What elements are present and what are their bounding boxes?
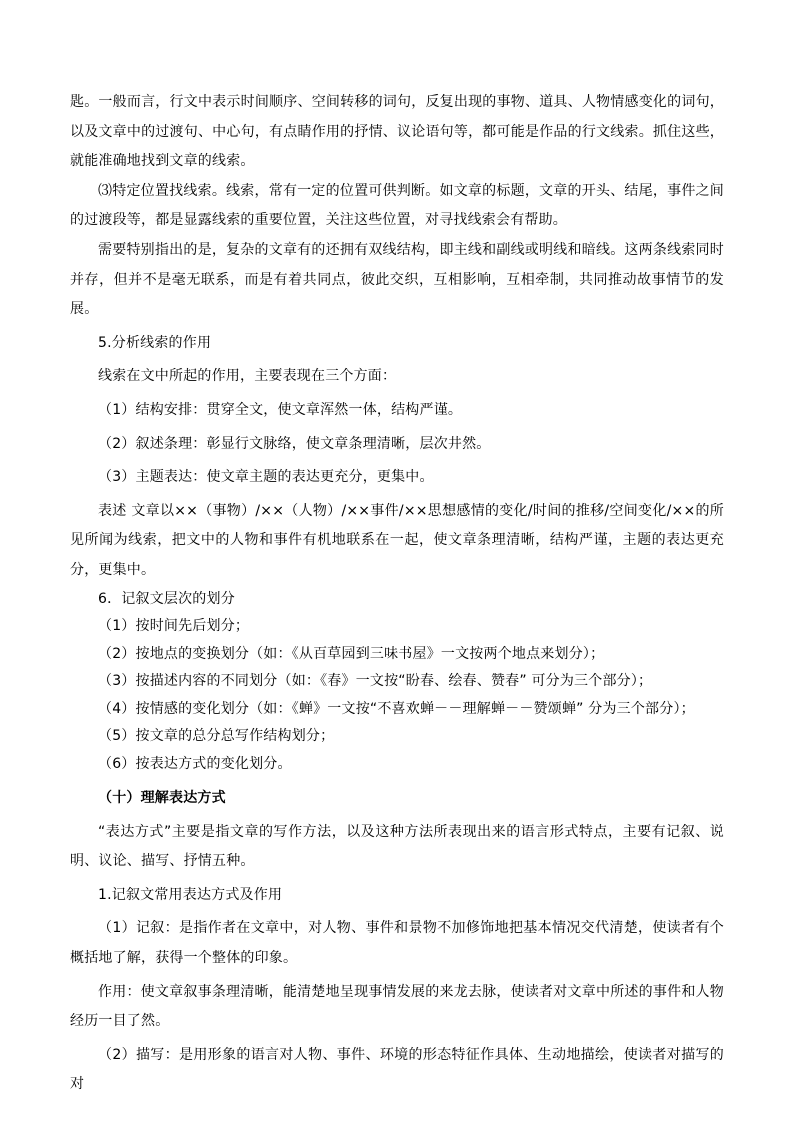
list-item-by-emotion: （4）按情感的变化划分（如：《蝉》一文按“不喜欢蝉－－理解蝉－－赞颂蝉” 分为三个部分）； <box>98 700 695 717</box>
list-item-narration: （2）叙述条理：彰显行文脉络，使文章条理清晰，层次井然。 <box>98 435 491 452</box>
section-heading-expression-methods: （十）理解表达方式 <box>98 790 226 806</box>
section-heading-narrative-methods: 1.记叙文常用表达方式及作用 <box>98 886 283 903</box>
list-item-by-time: （1）按时间先后划分； <box>98 618 250 634</box>
paragraph-clue-words: 匙。一般而言，行文中表示时间顺序、空间转移的词句，反复出现的事物、道具、人物情感变化的词句，以及文章中的过渡句、中心句，有点睛作用的抒情、议论语句等，都可能是作品的行文线索。抓住这些，就能准确地找到文章的线索。 <box>70 94 724 170</box>
paragraph-narration-definition: （1）记叙：是指作者在文章中，对人物、事件和景物不加修饰地把基本情况交代清楚，使读者有个概括地了解，获得一个整体的印象。 <box>70 920 724 966</box>
paragraph-description-definition: （2）描写：是用形象的语言对人物、事件、环境的形态特征作具体、生动地描绘，使读者对描写的对 <box>70 1046 724 1093</box>
list-item-by-content: （3）按描述内容的不同划分（如：《春》一文按“盼春、绘春、赞春” 可分为三个部分）； <box>98 673 653 689</box>
list-item-structure: （1）结构安排：贯穿全文，使文章浑然一体，结构严谨。 <box>98 401 463 418</box>
section-heading-clue-function: 5.分析线索的作用 <box>98 334 212 351</box>
list-item-by-structure: （5）按文章的总分总写作结构划分； <box>98 728 335 744</box>
list-item-by-location: （2）按地点的变换划分（如：《从百草园到三味书屋》一文按两个地点来划分）； <box>98 645 605 662</box>
list-item-by-expression: （6）按表达方式的变化划分。 <box>98 755 292 772</box>
list-item-theme: （3）主题表达：使文章主题的表达更充分，更集中。 <box>98 469 434 486</box>
paragraph-dual-structure: 需要特别指出的是，复杂的文章有的还拥有双线结构，即主线和副线或明线和暗线。这两条线索同时并存，但并不是毫无联系，而是有着共同点，彼此交织，互相影响，互相牵制，共同推动故事情节的发展。 <box>70 241 724 318</box>
paragraph-narration-function: 作用：使文章叙事条理清晰，能清楚地呈现事情发展的来龙去脉，使读者对文章中所述的事件和人物经历一目了然。 <box>70 983 724 1030</box>
paragraph-expression-definition: “表达方式”主要是指文章的写作方法，以及这种方法所表现出来的语言形式特点，主要有记叙、说明、议论、描写、抒情五种。 <box>70 823 724 870</box>
paragraph-clue-function-intro: 线索在文中所起的作用，主要表现在三个方面： <box>98 368 397 385</box>
section-heading-layers: 6．记叙文层次的划分 <box>98 590 235 607</box>
paragraph-expression-template: 表述 文章以××（事物）/××（人物）/××事件/××思想感情的变化/时间的推移/空间变化/××的所见所闻为线索，把文中的人物和事件有机地联系在一起，使文章条理清晰，结构严谨，主题的表达更充分，更集中。 <box>70 502 724 578</box>
paragraph-position-clues: ⑶特定位置找线索。线索，常有一定的位置可供判断。如文章的标题，文章的开头、结尾，事件之间的过渡段等，都是显露线索的重要位置，关注这些位置，对寻找线索会有帮助。 <box>70 182 724 229</box>
document-page <box>70 88 724 1100</box>
